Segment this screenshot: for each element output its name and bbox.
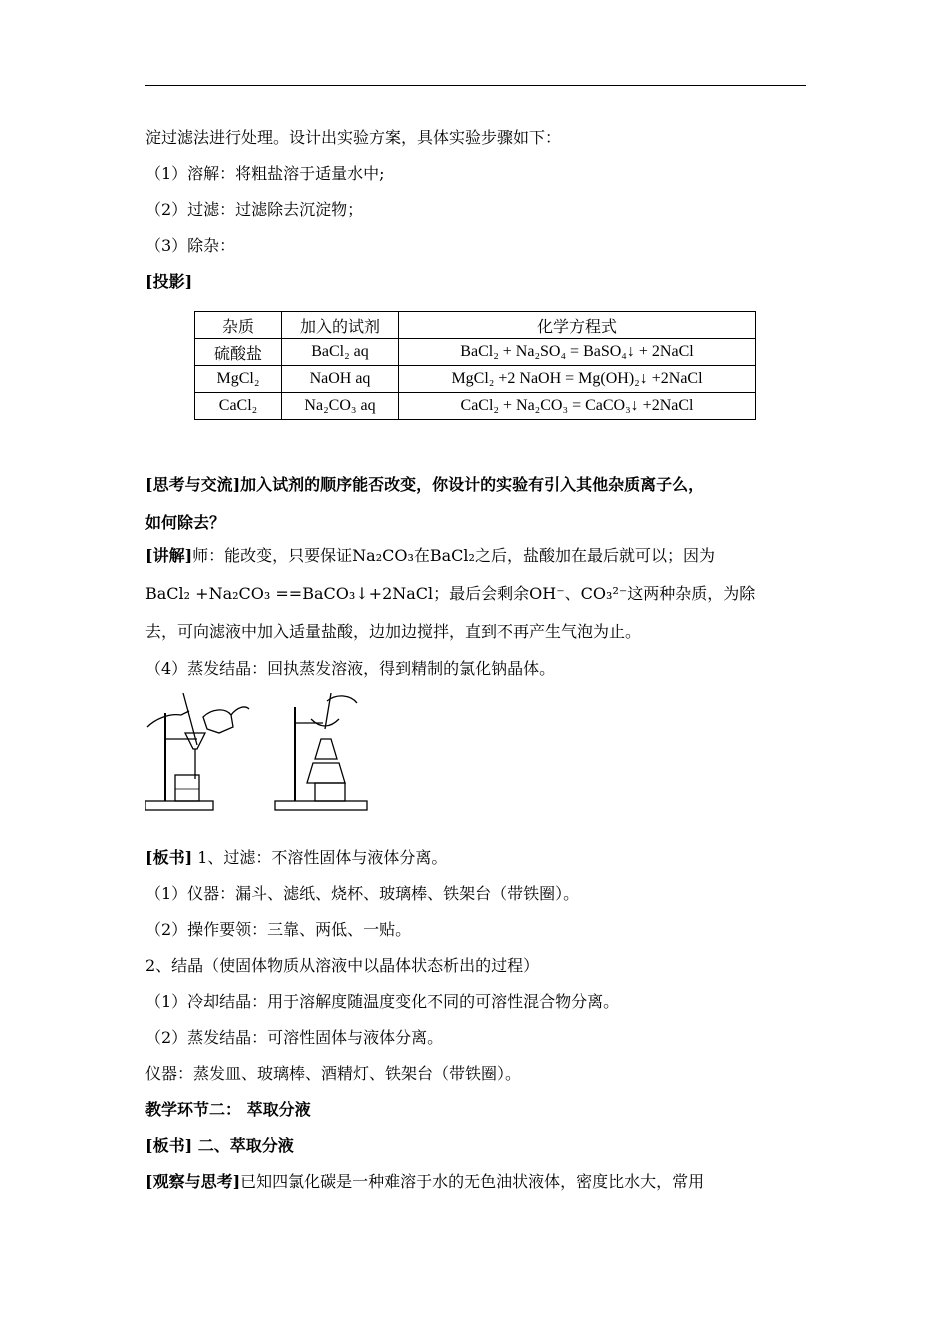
- explain-line-3: 去，可向滤液中加入适量盐酸，边加边搅拌，直到不再产生气泡为止。: [145, 622, 642, 641]
- table-cell: BaCl₂ aq: [282, 339, 399, 366]
- table-row: [195, 393, 756, 420]
- alcohol-lamp-flame: [315, 739, 337, 759]
- alcohol-lamp: [307, 763, 345, 783]
- header-rule: [145, 85, 806, 86]
- board2-heading: [板书] 二、萃取分液: [145, 1136, 294, 1155]
- reagent-table: [194, 311, 756, 420]
- think-text-1: 加入试剂的顺序能否改变，你设计的实验有引入其他杂质离子么，: [240, 475, 705, 494]
- lamp-block: [315, 783, 345, 801]
- board1-line: [145, 840, 806, 876]
- table-cell: NaOH aq: [282, 366, 399, 393]
- board-item: （2）蒸发结晶：可溶性固体与液体分离。: [145, 1028, 444, 1047]
- intro-line: 淀过滤法进行处理。设计出实验方案，具体实验步骤如下：: [145, 128, 562, 147]
- step-3: （3）除杂：: [145, 236, 236, 255]
- board-notes: [145, 840, 806, 1200]
- projection-label: [投影]: [145, 272, 193, 291]
- glass-rod: [183, 693, 197, 745]
- right-hand: [231, 707, 249, 715]
- explain-tag: [讲解]: [145, 546, 193, 565]
- think-line-2: 如何除去？: [145, 513, 226, 532]
- board-item: 2、结晶（使固体物质从溶液中以晶体状态析出的过程）: [145, 956, 540, 975]
- think-block: [145, 466, 806, 542]
- body-text-top: [145, 120, 806, 300]
- section2-heading: 教学环节二： 萃取分液: [145, 1100, 311, 1119]
- stirring-hand: [327, 696, 357, 703]
- board-item: （2）操作要领：三靠、两低、一贴。: [145, 920, 412, 939]
- step-2: （2）过滤：过滤除去沉淀物；: [145, 200, 364, 219]
- table-row: [195, 366, 756, 393]
- think-line-1: [145, 466, 806, 504]
- evaporation-apparatus-figure: [275, 693, 367, 810]
- table-cell: MgCl₂: [195, 366, 282, 393]
- table-cell: Na₂CO₃ aq: [282, 393, 399, 420]
- stand-base-2: [275, 801, 367, 810]
- table-cell: CaCl₂: [195, 393, 282, 420]
- board1-text: 1、过滤：不溶性固体与液体分离。: [192, 848, 448, 867]
- table-cell: CaCl₂ + Na₂CO₃ = CaCO₃↓ +2NaCl: [399, 393, 756, 420]
- explain-block: [145, 537, 806, 687]
- table-header-cell: 加入的试剂: [282, 312, 399, 339]
- explain-line-2: BaCl₂ +Na₂CO₃ ==BaCO₃↓+2NaCl；最后会剩余OH⁻、CO₃²⁻这两种杂质，为除: [145, 584, 756, 603]
- table-header-row: [195, 312, 756, 339]
- left-hand: [147, 711, 189, 727]
- table-header-cell: 化学方程式: [399, 312, 756, 339]
- explain-line-1: [145, 537, 806, 575]
- step-1: （1）溶解：将粗盐溶于适量水中;: [145, 164, 385, 183]
- board1-tag: [板书]: [145, 848, 193, 867]
- observe-tag: [观察与思考]: [145, 1172, 241, 1191]
- think-tag: [思考与交流]: [145, 475, 241, 494]
- step-4: （4）蒸发结晶：回执蒸发溶液，得到精制的氯化钠晶体。: [145, 659, 556, 678]
- board-item: （1）冷却结晶：用于溶解度随温度变化不同的可溶性混合物分离。: [145, 992, 620, 1011]
- observe-text: 已知四氯化碳是一种难溶于水的无色油状液体，密度比水大，常用: [240, 1172, 705, 1191]
- evaporating-dish: [311, 719, 339, 726]
- table-cell: BaCl₂ + Na₂SO₄ = BaSO₄↓ + 2NaCl: [399, 339, 756, 366]
- stand-base: [145, 801, 213, 810]
- observe-line: [145, 1164, 806, 1200]
- board-item: 仪器：蒸发皿、玻璃棒、酒精灯、铁架台（带铁圈）。: [145, 1064, 522, 1083]
- table-row: [195, 339, 756, 366]
- filtration-apparatus-figure: [145, 693, 249, 810]
- pouring-beaker: [203, 710, 233, 733]
- table-cell: MgCl₂ +2 NaOH = Mg(OH)₂↓ +2NaCl: [399, 366, 756, 393]
- explain-text-1: 师：能改变，只要保证Na₂CO₃在BaCl₂之后，盐酸加在最后就可以；因为: [192, 546, 715, 565]
- table-cell: 硫酸盐: [195, 339, 282, 366]
- board-item: （1）仪器：漏斗、滤纸、烧杯、玻璃棒、铁架台（带铁圈）。: [145, 884, 580, 903]
- filtration-evaporation-figure: [145, 693, 395, 823]
- table-header-cell: 杂质: [195, 312, 282, 339]
